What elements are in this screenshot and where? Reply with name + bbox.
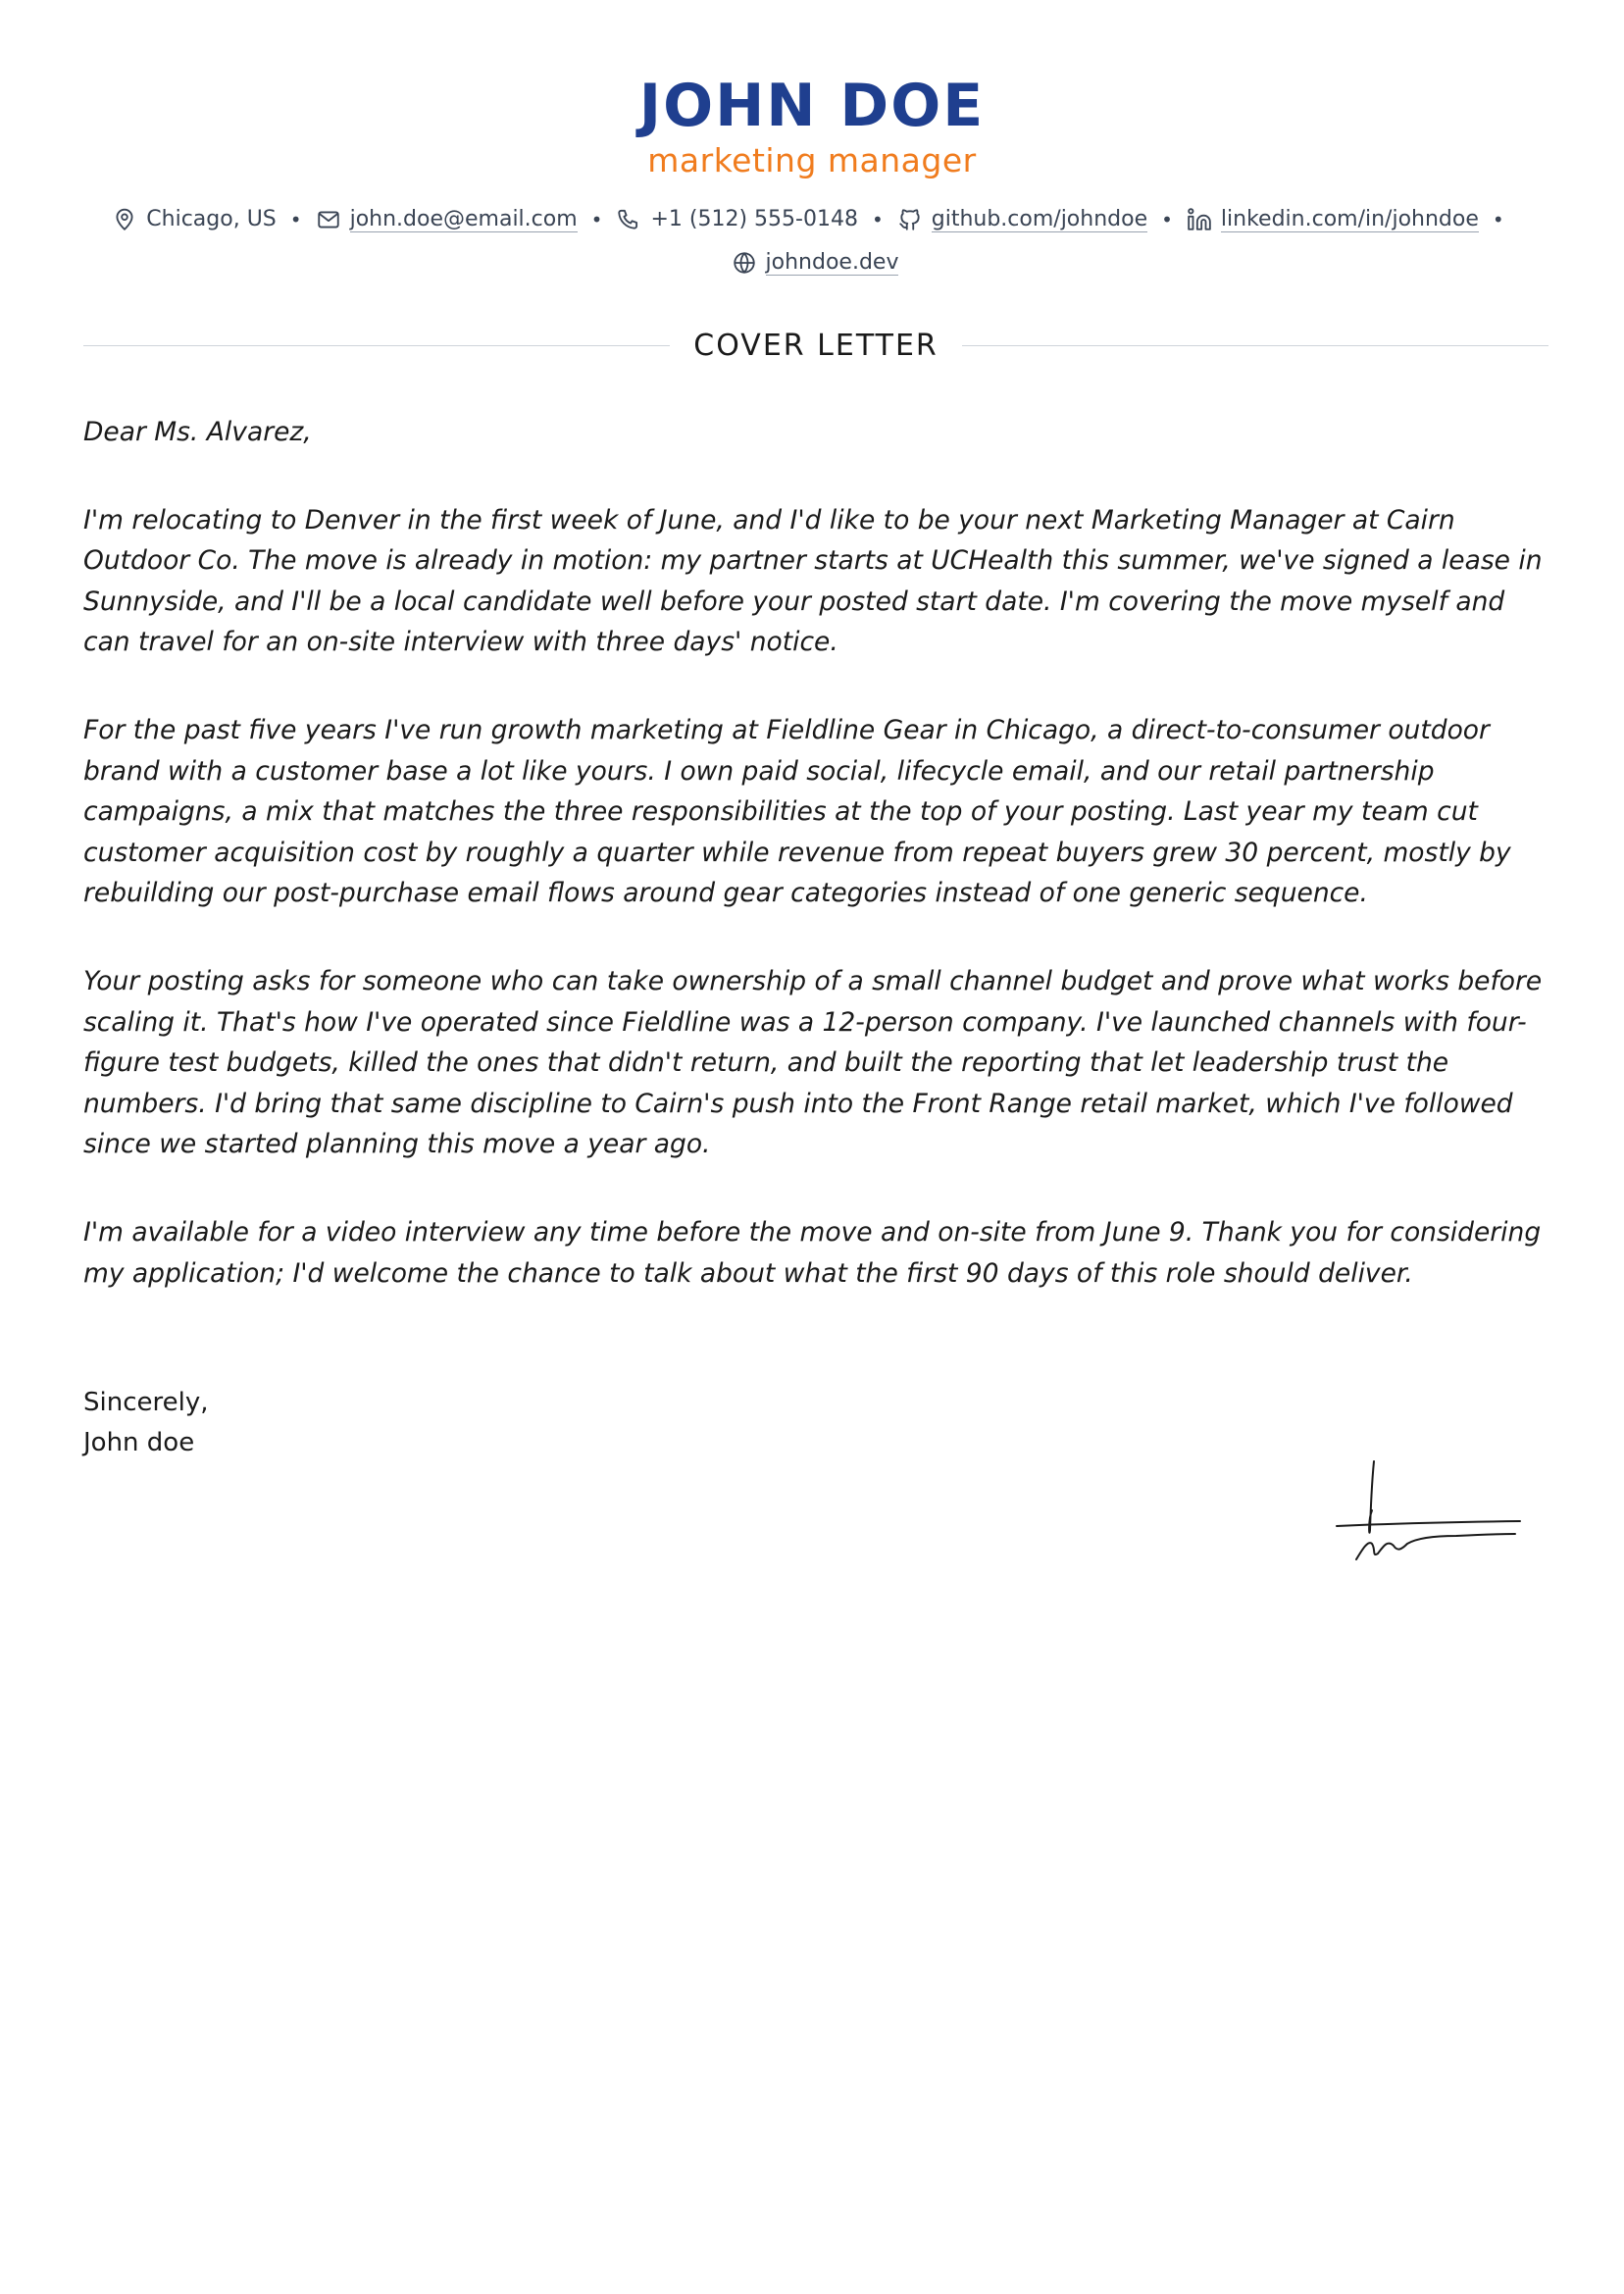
phone-icon: [616, 207, 641, 232]
mail-icon: [316, 207, 341, 232]
separator-dot: •: [1492, 208, 1504, 231]
job-title: marketing manager: [647, 141, 977, 179]
email-link[interactable]: john.doe@email.com: [349, 206, 578, 231]
separator-dot: •: [1161, 208, 1173, 231]
contact-email[interactable]: [316, 207, 578, 232]
section-title: COVER LETTER: [693, 328, 939, 363]
contact-location: [112, 198, 276, 241]
salutation: Dear Ms. Alvarez,: [83, 417, 312, 447]
github-icon: [897, 207, 923, 232]
location-text: Chicago, US: [146, 207, 277, 231]
closing-block: [83, 1383, 209, 1463]
candidate-name: JOHN DOE: [638, 72, 986, 140]
contact-phone: [616, 198, 858, 241]
github-link[interactable]: github.com/johndoe: [931, 206, 1148, 231]
separator-dot: •: [871, 208, 884, 231]
separator-dot: •: [289, 208, 302, 231]
letter-paragraph: For the past five years I've run growth marketing at Fieldline Gear in Chicago, a direct-to-consumer outdoor brand with a customer base a lot like yours. I own paid social, lifecycle email, and our retail partnership campaigns, a mix that matches the three responsibilities at the top of your posting. Last year my team cut customer acquisition cost by roughly a quarter while revenue from repeat buyers grew 30 percent, mostly by rebuilding our post-purchase email flows around gear categories instead of one generic sequence.: [83, 714, 1511, 909]
contact-linkedin[interactable]: [1187, 207, 1479, 232]
letter-paragraph: Your posting asks for someone who can take ownership of a small channel budget and prove what works before scaling it. That's how I've operated since Fieldline was a 12-person company. I've launched channels with four-figure test budgets, killed the ones that didn't return, and built the reporting that let leadership trust the numbers. I'd bring that same discipline to Cairn's push into the Front Range retail market, which I've followed since we started planning this move a year ago.: [83, 965, 1543, 1160]
signer-name: John doe: [83, 1428, 195, 1457]
divider-right: [962, 345, 1548, 346]
contact-bar: [83, 198, 1547, 284]
section-header: [83, 324, 1548, 367]
divider-left: [83, 345, 670, 346]
phone-text: +1 (512) 555-0148: [650, 207, 858, 231]
contact-website[interactable]: [732, 250, 899, 276]
map-pin-icon: [112, 207, 137, 232]
closing-phrase: Sincerely,: [83, 1388, 209, 1417]
website-link[interactable]: johndoe.dev: [765, 249, 899, 275]
linkedin-icon: [1187, 207, 1212, 232]
letter-paragraph: I'm relocating to Denver in the first week of June, and I'd like to be your next Marketing Manager at Cairn Outdoor Co. The move is already in motion: my partner starts at UCHealth this summer, we've signed a lease in Sunnyside, and I'll be a local candidate well before your posted start date. I'm covering the move myself and can travel for an on-site interview with three days' notice.: [83, 504, 1543, 658]
separator-dot: •: [590, 208, 603, 231]
globe-icon: [732, 250, 757, 276]
letter-body: [83, 412, 1554, 1341]
letter-paragraph: I'm available for a video interview any time before the move and on-site from June 9. Thank you for considering my application; I'd welcome the chance to talk about what the first 90 days of this role should deliver.: [83, 1216, 1542, 1289]
contact-github[interactable]: [897, 207, 1147, 232]
linkedin-link[interactable]: linkedin.com/in/johndoe: [1220, 206, 1479, 231]
header: [0, 71, 1624, 180]
signature-image: [1329, 1452, 1525, 1579]
